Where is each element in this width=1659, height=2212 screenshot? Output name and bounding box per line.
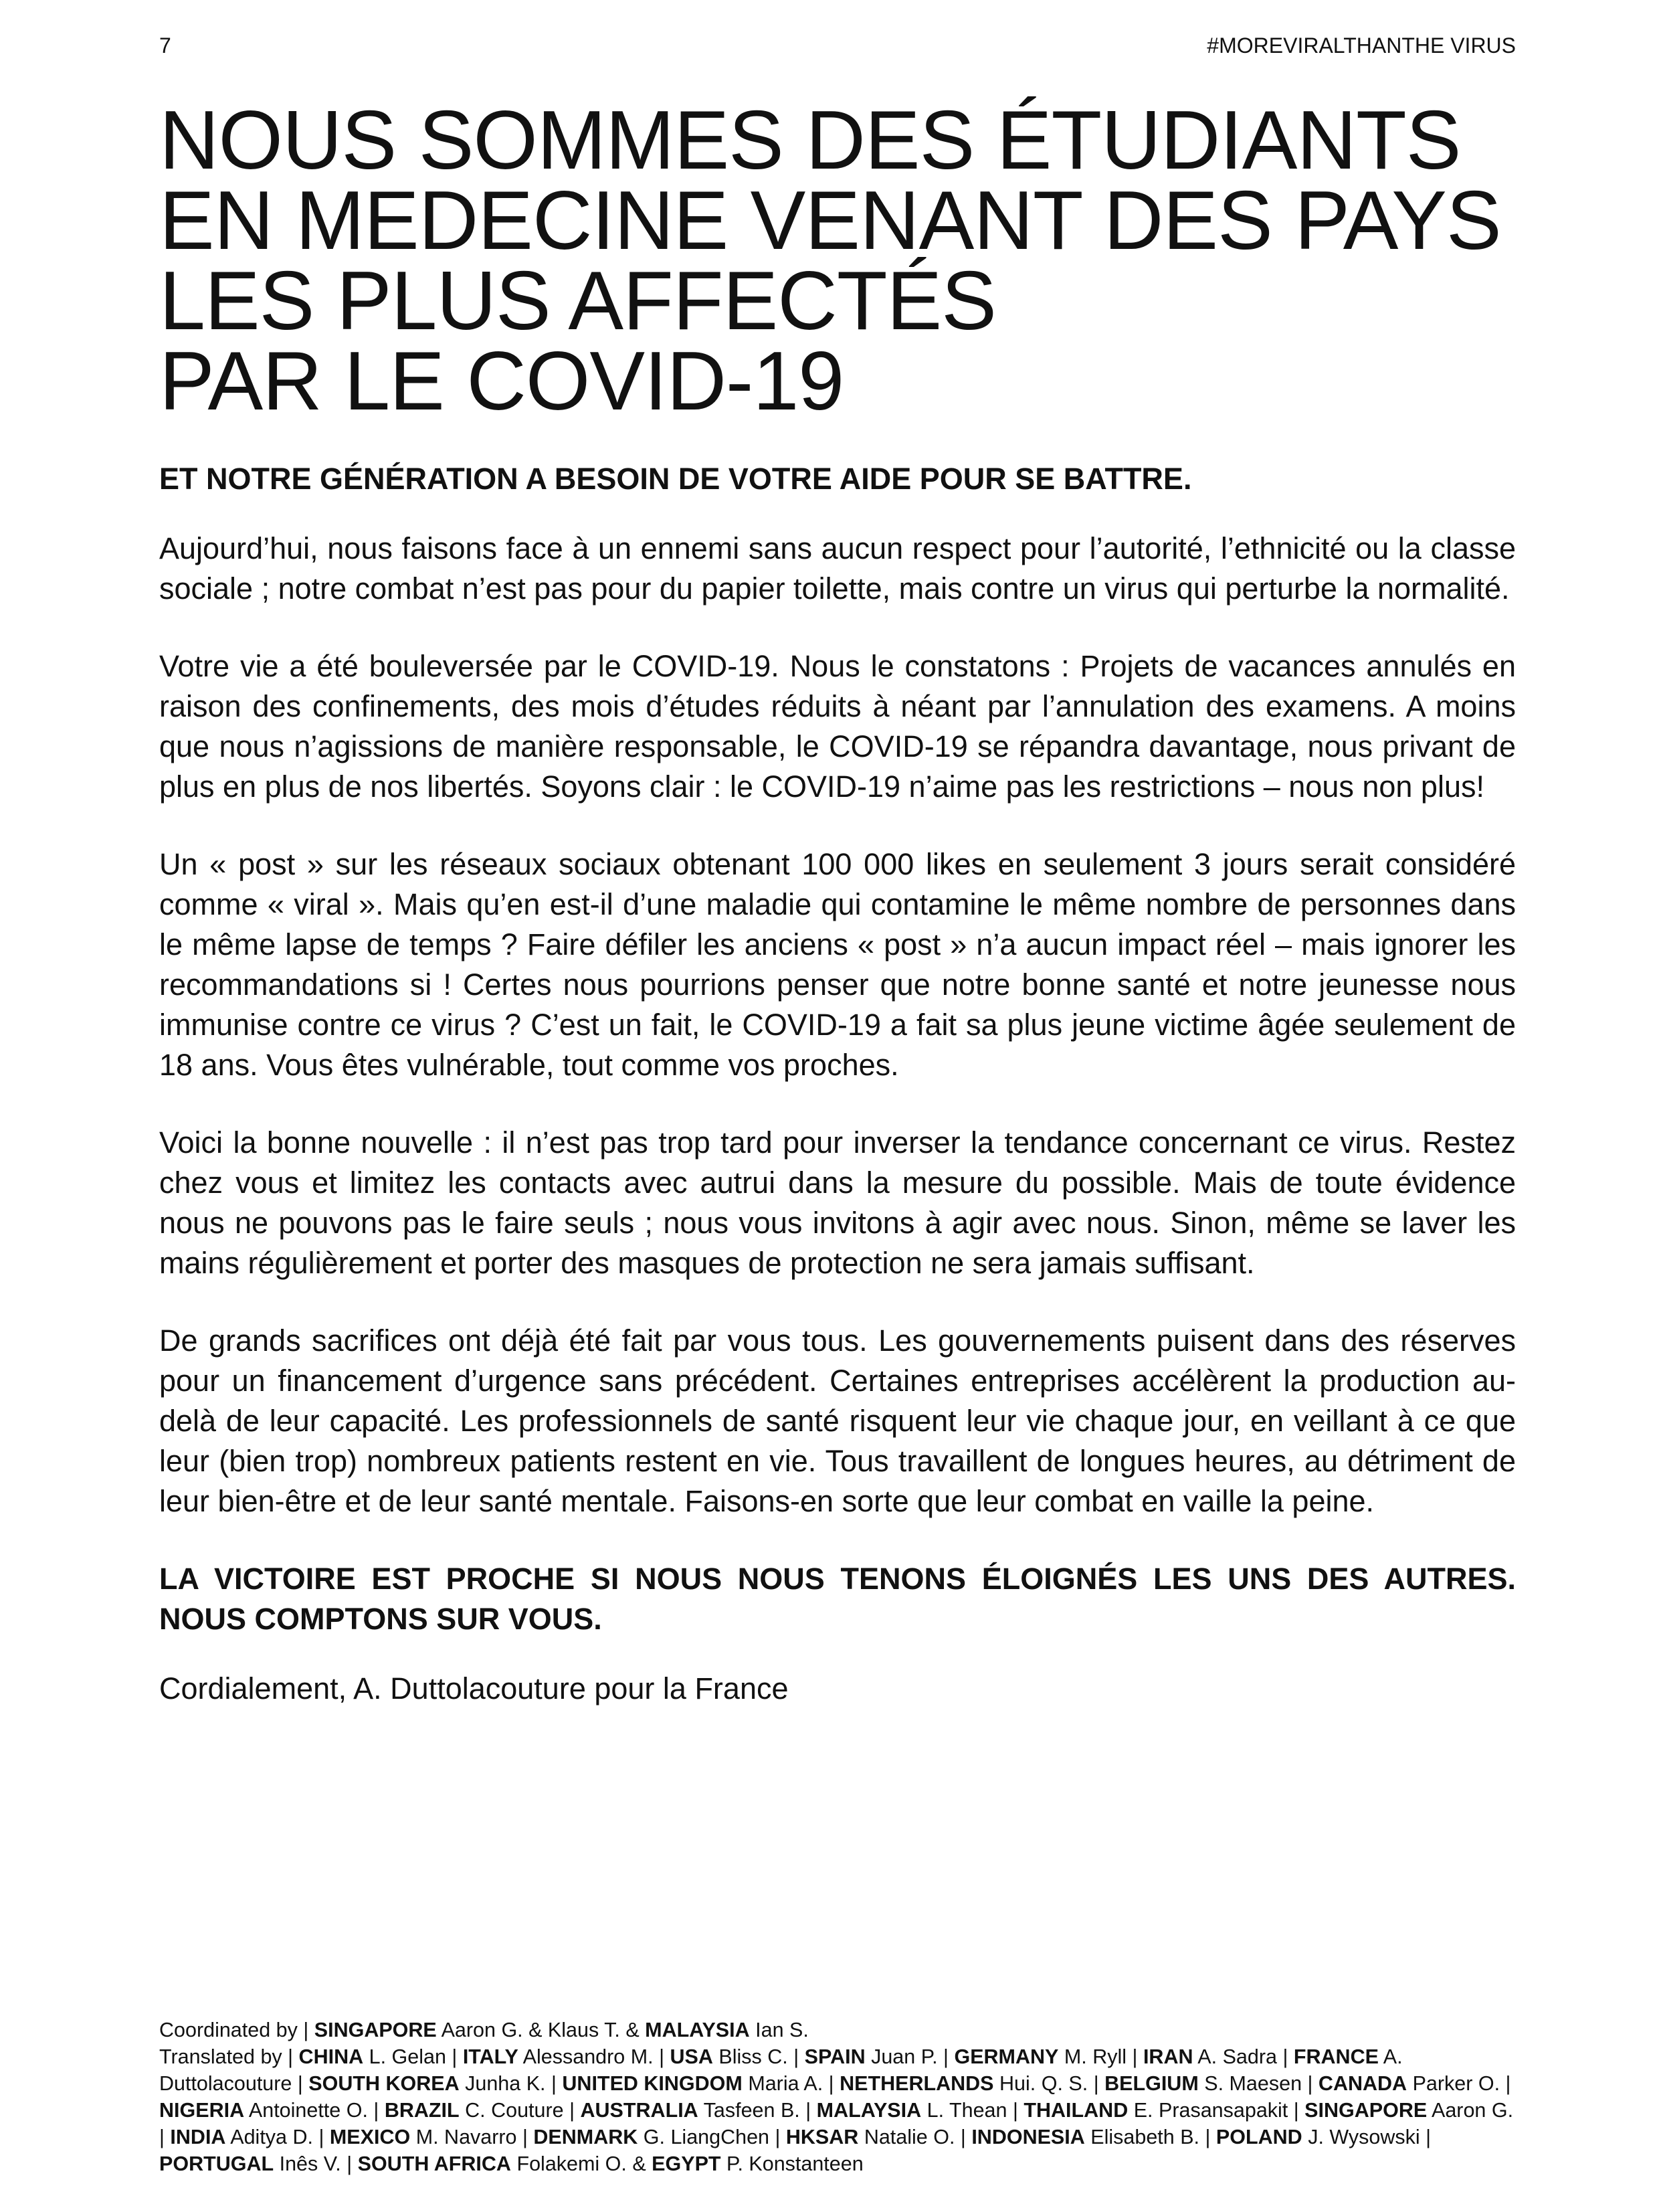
credit-country: EGYPT: [652, 2152, 721, 2175]
credit-country: BRAZIL: [384, 2099, 460, 2122]
credit-names: Juan P. |: [871, 2045, 949, 2068]
page-number: 7: [159, 33, 171, 58]
credit-names: G. LiangChen |: [643, 2126, 781, 2148]
credit-country: ITALY: [462, 2045, 518, 2068]
credit-country: POLAND: [1215, 2126, 1302, 2148]
credits: [159, 2017, 1516, 2177]
credit-names: Aaron G. & Klaus T. &: [441, 2019, 640, 2041]
credit-country: SOUTH AFRICA: [357, 2152, 511, 2175]
headline-line: EN MEDECINE VENANT DES PAYS: [159, 175, 1501, 267]
credit-names: A. Duttolacouture |: [159, 2045, 1403, 2095]
credit-names: M. Ryll |: [1064, 2045, 1138, 2068]
credit-names: C. Couture |: [465, 2099, 575, 2122]
credit-country: AUSTRALIA: [580, 2099, 698, 2122]
credit-country: BELGIUM: [1104, 2072, 1199, 2095]
credit-names: L. Gelan |: [369, 2045, 458, 2068]
coordinated-by: [159, 2017, 1516, 2043]
credit-names: Antoinette O. |: [248, 2099, 379, 2122]
credit-names: Aaron G. |: [159, 2099, 1514, 2148]
subheadline: ET NOTRE GÉNÉRATION A BESOIN DE VOTRE AIDE POUR SE BATTRE.: [159, 462, 1192, 496]
article: [159, 94, 1516, 1709]
credit-names: A. Sadra |: [1197, 2045, 1288, 2068]
credit-country: USA: [670, 2045, 713, 2068]
credit-country: CHINA: [298, 2045, 364, 2068]
signature: Cordialement, A. Duttolacouture pour la France: [159, 1671, 789, 1706]
credit-country: NIGERIA: [159, 2099, 245, 2122]
body-paragraph: Voici la bonne nouvelle : il n’est pas trop tard pour inverser la tendance concernant ce virus. Restez chez vous et limitez les contacts avec autrui dans la mesure du possible. Mais de toute évidence nous ne pouvons pas le faire seuls ; nous vous invitons à agir avec nous. Sinon, même se laver les mains régulièrement et porter des masques de protection ne sera jamais suffisant.: [159, 1125, 1516, 1280]
headline-line: LES PLUS AFFECTÉS: [159, 255, 996, 347]
credit-country: FRANCE: [1293, 2045, 1379, 2068]
credit-country: INDONESIA: [971, 2126, 1085, 2148]
credit-names: S. Maesen |: [1204, 2072, 1313, 2095]
credits-label: Coordinated by |: [159, 2019, 309, 2041]
credit-names: Hui. Q. S. |: [999, 2072, 1099, 2095]
headline: [159, 94, 1516, 428]
credit-names: L. Thean |: [926, 2099, 1018, 2122]
credit-country: MEXICO: [329, 2126, 411, 2148]
credit-country: PORTUGAL: [159, 2152, 274, 2175]
credit-names: Maria A. |: [748, 2072, 834, 2095]
credit-country: DENMARK: [533, 2126, 638, 2148]
credit-country: UNITED KINGDOM: [562, 2072, 743, 2095]
credit-country: MALAYSIA: [645, 2019, 750, 2041]
credit-country: CANADA: [1318, 2072, 1407, 2095]
credit-country: HKSAR: [785, 2126, 859, 2148]
credit-names: Parker O. |: [1412, 2072, 1511, 2095]
credit-names: Junha K. |: [465, 2072, 557, 2095]
credit-country: SINGAPORE: [1304, 2099, 1428, 2122]
body-paragraph: Aujourd’hui, nous faisons face à un ennemi sans aucun respect pour l’autorité, l’ethnicité ou la classe sociale ; notre combat n’est pas pour du papier toilette, mais contre un virus qui perturbe la normalité.: [159, 531, 1516, 606]
credit-names: Natalie O. |: [864, 2126, 966, 2148]
credit-country: IRAN: [1143, 2045, 1193, 2068]
credit-names: P. Konstanteen: [726, 2152, 864, 2175]
campaign-hashtag: #MOREVIRALTHANTHE VIRUS: [1207, 33, 1516, 58]
headline-line: NOUS SOMMES DES ÉTUDIANTS: [159, 94, 1461, 187]
credit-country: THAILAND: [1023, 2099, 1129, 2122]
body-paragraph: Votre vie a été bouleversée par le COVID-19. Nous le constatons : Projets de vacances annulés en raison des confinements, des mois d’études réduits à néant par l’annulation des examens. A moins que nous n’agissions de manière responsable, le COVID-19 se répandra davantage, nous privant de plus en plus de nos libertés. Soyons clair : le COVID-19 n’aime pas les restrictions – nous non plus!: [159, 649, 1516, 804]
credit-country: SINGAPORE: [314, 2019, 437, 2041]
credit-country: GERMANY: [954, 2045, 1059, 2068]
credit-names: E. Prasansapakit |: [1133, 2099, 1299, 2122]
credit-country: MALAYSIA: [816, 2099, 922, 2122]
closing-statement: LA VICTOIRE EST PROCHE SI NOUS NOUS TENONS ÉLOIGNÉS LES UNS DES AUTRES. NOUS COMPTONS SUR VOUS.: [159, 1562, 1516, 1636]
headline-line: PAR LE COVID-19: [159, 335, 844, 428]
credit-names: Folakemi O. &: [516, 2152, 646, 2175]
body-paragraph: Un « post » sur les réseaux sociaux obtenant 100 000 likes en seulement 3 jours serait considéré comme « viral ». Mais qu’en est-il d’une maladie qui contamine le même nombre de personnes dans le même lapse de temps ? Faire défiler les anciens « post » n’a aucun impact réel – mais ignorer les recommandations si ! Certes nous pourrions penser que notre bonne santé et notre jeunesse nous immunise contre ce virus ? C’est un fait, le COVID-19 a fait sa plus jeune victime âgée seulement de 18 ans. Vous êtes vulnérable, tout comme vos proches.: [159, 847, 1516, 1082]
translated-list: [159, 2045, 1513, 2175]
credit-names: M. Navarro |: [415, 2126, 528, 2148]
credit-names: Tasfeen B. |: [703, 2099, 811, 2122]
credit-names: Alessandro M. |: [522, 2045, 664, 2068]
credit-names: J. Wysowski |: [1308, 2126, 1432, 2148]
credit-country: NETHERLANDS: [840, 2072, 994, 2095]
coordinated-list: [314, 2019, 809, 2041]
credit-names: Aditya D. |: [230, 2126, 324, 2148]
translated-by: [159, 2043, 1516, 2177]
credit-country: INDIA: [170, 2126, 226, 2148]
credit-names: Ian S.: [755, 2019, 809, 2041]
credit-names: Elisabeth B. |: [1090, 2126, 1211, 2148]
body-paragraph: De grands sacrifices ont déjà été fait par vous tous. Les gouvernements puisent dans des réserves pour un financement d’urgence sans précédent. Certaines entreprises accélèrent la production au-delà de leur capacité. Les professionnels de santé risquent leur vie chaque jour, en veillant à ce que leur (bien trop) nombreux patients restent en vie. Tous travaillent de longues heures, au détriment de leur bien-être et de leur santé mentale. Faisons-en sorte que leur combat en vaille la peine.: [159, 1323, 1516, 1518]
credit-names: Bliss C. |: [718, 2045, 799, 2068]
credits-label: Translated by |: [159, 2045, 294, 2068]
credit-country: SPAIN: [804, 2045, 866, 2068]
credit-country: SOUTH KOREA: [308, 2072, 460, 2095]
credit-names: Inês V. |: [279, 2152, 353, 2175]
